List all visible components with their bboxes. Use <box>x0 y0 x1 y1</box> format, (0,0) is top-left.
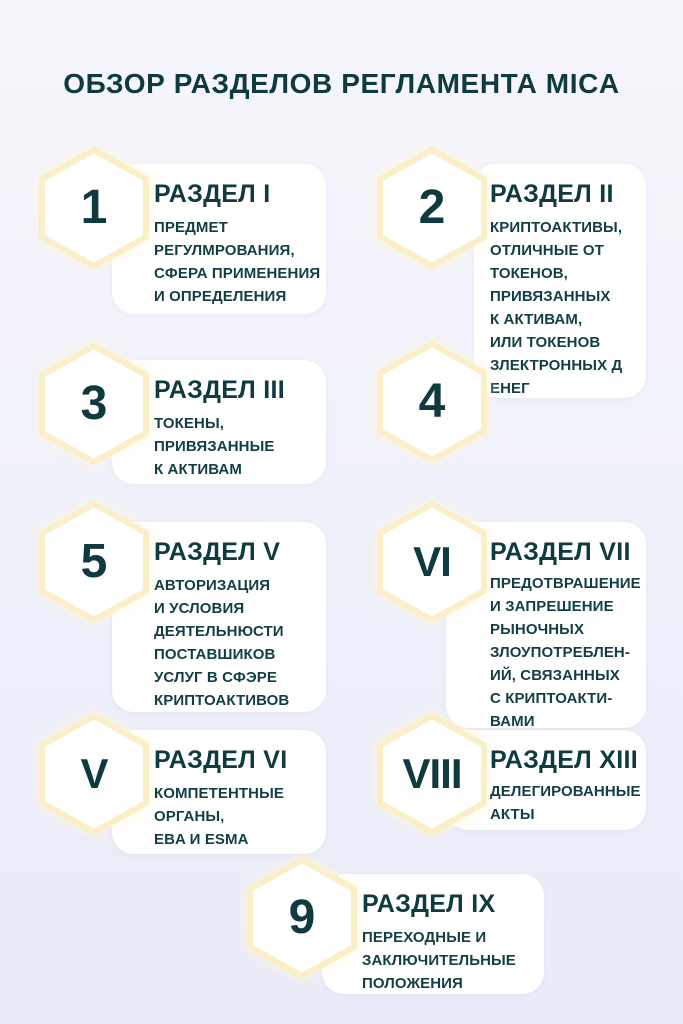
section-badge-5 <box>38 500 150 624</box>
section-number: VI <box>413 538 451 585</box>
section-number: 1 <box>80 181 108 234</box>
section-number: 3 <box>80 377 108 430</box>
section-heading: РАЗДЕЛ II <box>490 180 614 208</box>
section-heading: РАЗДЕЛ IX <box>362 890 496 918</box>
section-description: ПРЕДМЕТ РЕГУЛМРОВАНИЯ, СФЕРА ПРИМЕНЕНИЯ И ОПРЕДЕЛЕНИЯ <box>154 219 321 305</box>
section-heading: РАЗДЕЛ I <box>154 180 271 208</box>
section-heading: РАЗДЕЛ VII <box>490 538 631 566</box>
section-description: КОМПЕТЕНТНЫЕ ОРГАНЫ, EBA И ESMA <box>154 785 284 848</box>
section-badge-2 <box>376 146 488 270</box>
page-title: ОБЗОР РАЗДЕЛОВ РЕГЛАМЕНТА MICA <box>63 68 620 99</box>
section-heading: РАЗДЕЛ III <box>154 376 286 404</box>
section-description: КРИПТОАКТИВЫ, ОТЛИЧНЫЕ ОТ ТОКЕНОВ, ПРИВЯЗАННЫХ К АКТИВАМ, ИЛИ ТОКЕНОВ ЗЛЕКТРОННЫХ Д ЕНЕГ <box>490 219 623 397</box>
section-heading: РАЗДЕЛ VI <box>154 746 288 774</box>
section-description: АВТОРИЗАЦИЯ И УСЛОВИЯ ДЕЯТЕЛЬНЮСТИ ПОСТАВШИКОВ УСЛУГ В СФЭРЕ КРИПТОАКТИВОВ <box>154 577 290 709</box>
section-heading: РАЗДЕЛ V <box>154 538 281 566</box>
section-badge-3 <box>38 342 150 466</box>
section-number: V <box>80 750 108 797</box>
section-number: 4 <box>418 375 446 428</box>
section-number: 2 <box>418 181 446 234</box>
section-description: ДЕЛЕГИРОВАННЫЕ АКТЫ <box>490 783 641 823</box>
section-badge-4 <box>376 340 488 464</box>
section-description: ТОКЕНЫ, ПРИВЯЗАННЫЕ К АКТИВАМ <box>154 415 275 478</box>
section-description: ПЕРЕХОДНЫЕ И ЗАКЛЮЧИТЕЛЬНЫЕ ПОЛОЖЕНИЯ <box>362 929 516 992</box>
section-badge-9 <box>246 856 358 980</box>
section-heading: РАЗДЕЛ XIII <box>490 746 638 774</box>
section-number: 9 <box>288 891 316 944</box>
section-description: ПРЕДОТВРАШЕНИЕ И ЗАПРЕШЕНИЕ РЫНОЧНЫХ ЗЛОУПОТРЕБЛЕН- ИЙ, СВЯЗАННЫХ С КРИПТОАКТИ- ВАМИ <box>490 575 641 730</box>
section-badge-6 <box>376 500 488 624</box>
section-badge-8 <box>376 712 488 836</box>
section-badge-7 <box>38 712 150 836</box>
section-number: 5 <box>80 535 108 588</box>
section-number: VIII <box>402 750 462 797</box>
section-badge-1 <box>38 146 150 270</box>
